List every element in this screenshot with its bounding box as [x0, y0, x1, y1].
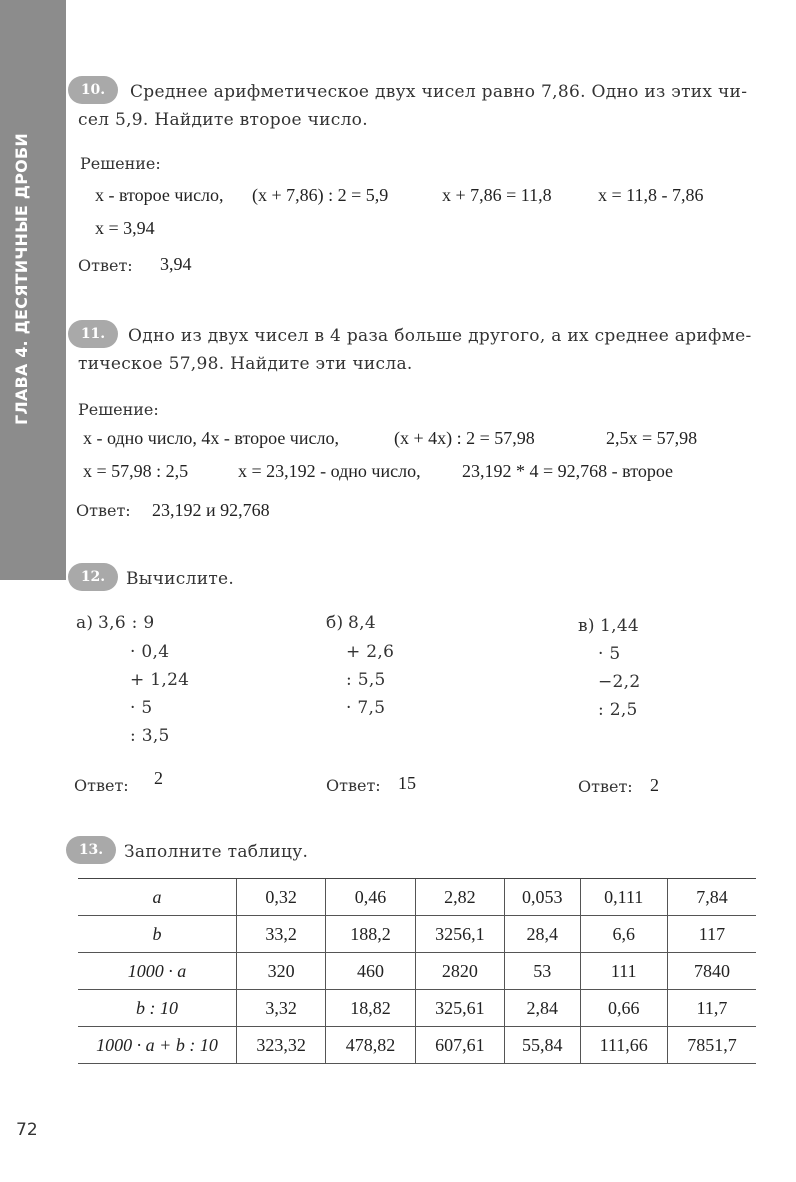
table-cell: 33,2 [237, 916, 326, 953]
problem-10-line1-d: х = 11,8 - 7,86 [598, 185, 704, 205]
problem-11-badge: 11. [68, 320, 118, 348]
problem-11-statement-line1: Одно из двух чисел в 4 раза больше другого, а их среднее арифме- [128, 326, 752, 346]
problem-13-badge: 13. [66, 836, 116, 864]
problem-12-col-a-step: + 1,24 [130, 670, 190, 690]
row-header: 1000 · a [78, 953, 237, 990]
table-cell: 325,61 [415, 990, 504, 1027]
problem-11-statement-line2: тическое 57,98. Найдите эти числа. [78, 354, 413, 374]
table-cell: 2820 [415, 953, 504, 990]
chapter-sidebar [0, 0, 66, 580]
problem-11-answer: 23,192 и 92,768 [152, 500, 270, 520]
table-cell: 111 [580, 953, 667, 990]
problem-12-col-b-label: б) [326, 613, 344, 633]
table-cell: 320 [237, 953, 326, 990]
row-header: 1000 · a + b : 10 [78, 1027, 237, 1064]
problem-10-answer: 3,94 [160, 254, 192, 274]
table-cell: 0,32 [237, 879, 326, 916]
row-header: b : 10 [78, 990, 237, 1027]
problem-10-statement-line1: Среднее арифметическое двух чисел равно 7,86. Одно из этих чи- [130, 82, 748, 102]
page-number: 72 [16, 1120, 38, 1140]
problem-12-col-c-step: : 2,5 [598, 700, 638, 720]
problem-10-badge: 10. [68, 76, 118, 104]
problem-12-col-a-step: 3,6 : 9 [98, 613, 155, 633]
table-cell: 2,84 [504, 990, 580, 1027]
table-cell: 0,66 [580, 990, 667, 1027]
values-table [78, 878, 756, 1064]
table-cell: 117 [667, 916, 756, 953]
problem-10-line1-a: х - второе число, [95, 185, 224, 205]
table-cell: 0,053 [504, 879, 580, 916]
problem-10-line1-c: х + 7,86 = 11,8 [442, 185, 552, 205]
problem-11-solution-label: Решение: [78, 400, 159, 419]
table-row [78, 879, 756, 916]
problem-12-col-c-step: 1,44 [600, 616, 640, 636]
table-cell: 28,4 [504, 916, 580, 953]
table-cell: 478,82 [326, 1027, 415, 1064]
problem-12-statement: Вычислите. [126, 569, 235, 589]
table-cell: 3256,1 [415, 916, 504, 953]
problem-12-col-c-step: · 5 [598, 644, 621, 664]
table-cell: 607,61 [415, 1027, 504, 1064]
table-row [78, 953, 756, 990]
problem-10-solution-label: Решение: [80, 154, 161, 173]
table-row [78, 916, 756, 953]
problem-12-col-c-label: в) [578, 616, 595, 636]
problem-12-col-b-step: · 7,5 [346, 698, 386, 718]
table-cell: 0,111 [580, 879, 667, 916]
table-cell: 53 [504, 953, 580, 990]
problem-12-col-a-step: · 5 [130, 698, 153, 718]
table-cell: 0,46 [326, 879, 415, 916]
problem-12-col-b-step: + 2,6 [346, 642, 395, 662]
chapter-title: ГЛАВА 4. ДЕСЯТИЧНЫЕ ДРОБИ [12, 133, 31, 425]
table-cell: 18,82 [326, 990, 415, 1027]
problem-12-col-b-step: 8,4 [348, 613, 376, 633]
table-cell: 111,66 [580, 1027, 667, 1064]
problem-11-line1-c: 2,5х = 57,98 [606, 428, 698, 448]
problem-11-line2-b: х = 23,192 - одно число, [238, 461, 421, 481]
problem-12-col-a-answer: 2 [154, 768, 163, 788]
problem-12-col-a-step: · 0,4 [130, 642, 170, 662]
problem-11-answer-label: Ответ: [76, 501, 131, 520]
problem-12-badge: 12. [68, 563, 118, 591]
table-cell: 460 [326, 953, 415, 990]
table-cell: 7851,7 [667, 1027, 756, 1064]
table-row [78, 1027, 756, 1064]
row-header: a [78, 879, 237, 916]
problem-12-col-b-answer-label: Ответ: [326, 776, 381, 795]
problem-12-col-c-step: −2,2 [598, 672, 641, 692]
table-cell: 2,82 [415, 879, 504, 916]
table-cell: 11,7 [667, 990, 756, 1027]
table-cell: 55,84 [504, 1027, 580, 1064]
problem-11-line1-b: (х + 4х) : 2 = 57,98 [394, 428, 535, 448]
problem-12-col-c-answer: 2 [650, 775, 659, 795]
problem-12-col-a-label: а) [76, 613, 94, 633]
problem-11-line2-a: х = 57,98 : 2,5 [83, 461, 189, 481]
problem-10-answer-label: Ответ: [78, 256, 133, 275]
problem-13-statement: Заполните таблицу. [124, 842, 309, 862]
problem-12-col-a-answer-label: Ответ: [74, 776, 129, 795]
table-cell: 188,2 [326, 916, 415, 953]
problem-11-line1-a: х - одно число, 4х - второе число, [83, 428, 339, 448]
problem-12-col-b-step: : 5,5 [346, 670, 386, 690]
problem-12-col-b-answer: 15 [398, 773, 416, 793]
table-cell: 3,32 [237, 990, 326, 1027]
table-cell: 7,84 [667, 879, 756, 916]
problem-12-col-a-step: : 3,5 [130, 726, 170, 746]
problem-10-statement-line2: сел 5,9. Найдите второе число. [78, 110, 368, 130]
problem-10-line2: х = 3,94 [95, 218, 155, 238]
row-header: b [78, 916, 237, 953]
table-cell: 6,6 [580, 916, 667, 953]
table-cell: 7840 [667, 953, 756, 990]
table-row [78, 990, 756, 1027]
problem-11-line2-c: 23,192 * 4 = 92,768 - второе [462, 461, 674, 481]
table-cell: 323,32 [237, 1027, 326, 1064]
problem-12-col-c-answer-label: Ответ: [578, 777, 633, 796]
problem-10-line1-b: (х + 7,86) : 2 = 5,9 [252, 185, 389, 205]
